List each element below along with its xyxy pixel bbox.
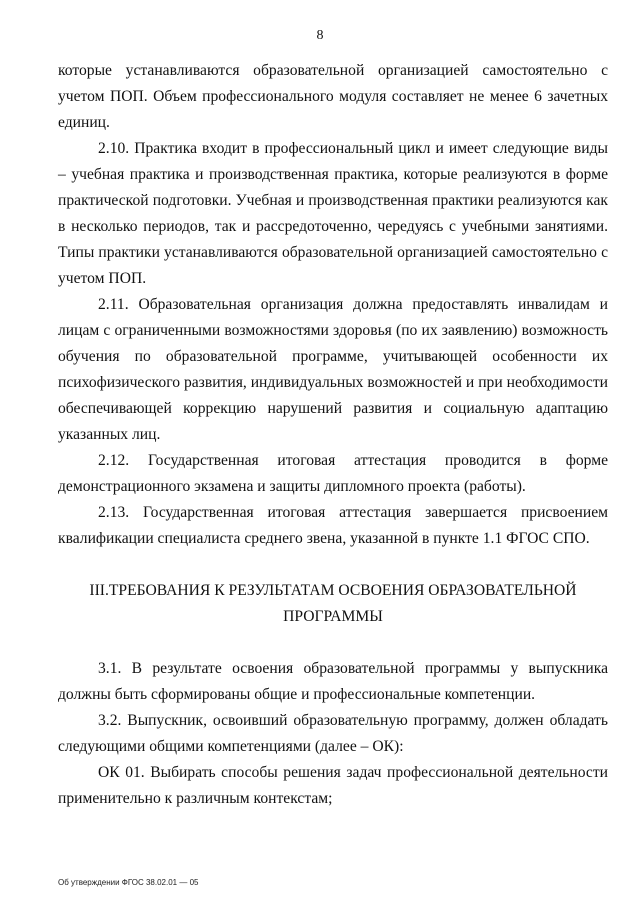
document-body: [58, 58, 608, 812]
paragraph-ok-01: ОК 01. Выбирать способы решения задач профессиональной деятельности применительно к различным контекстам;: [58, 764, 608, 807]
paragraph-continuation: которые устанавливаются образовательной организацией самостоятельно с учетом ПОП. Объем профессионального модуля составляет не менее 6 зачетных единиц.: [58, 62, 608, 131]
footer-note: Об утверждении ФГОС 38.02.01 — 05: [58, 878, 199, 887]
paragraph-2-12: 2.12. Государственная итоговая аттестация проводится в форме демонстрационного экзамена и защиты дипломного проекта (работы).: [58, 452, 608, 495]
paragraph-2-11: 2.11. Образовательная организация должна предоставлять инвалидам и лицам с ограниченными возможностями здоровья (по их заявлению) возможность обучения по образовательной программе, учитывающей особенности их психофизического развития, индивидуальных возможностей и при необходимости обеспечивающей коррекцию нарушений развития и социальную адаптацию указанных лиц.: [58, 296, 608, 443]
paragraph-3-2: 3.2. Выпускник, освоивший образовательную программу, должен обладать следующими общими компетенциями (далее – ОК):: [58, 712, 608, 755]
section-heading: III.ТРЕБОВАНИЯ К РЕЗУЛЬТАТАМ ОСВОЕНИЯ ОБРАЗОВАТЕЛЬНОЙ ПРОГРАММЫ: [89, 582, 577, 625]
paragraph-2-13: 2.13. Государственная итоговая аттестация завершается присвоением квалификации специалиста среднего звена, указанной в пункте 1.1 ФГОС СПО.: [58, 504, 608, 547]
page-number: 8: [316, 28, 324, 43]
paragraph-3-1: 3.1. В результате освоения образовательной программы у выпускника должны быть сформированы общие и профессиональные компетенции.: [58, 660, 608, 703]
paragraph-2-10: 2.10. Практика входит в профессиональный цикл и имеет следующие виды – учебная практика и производственная практика, которые реализуются в форме практической подготовки. Учебная и производственная практики реализуются как в несколько периодов, так и рассредоточенно, чередуясь с учебными занятиями. Типы практики устанавливаются образовательной организацией самостоятельно с учетом ПОП.: [58, 140, 608, 287]
